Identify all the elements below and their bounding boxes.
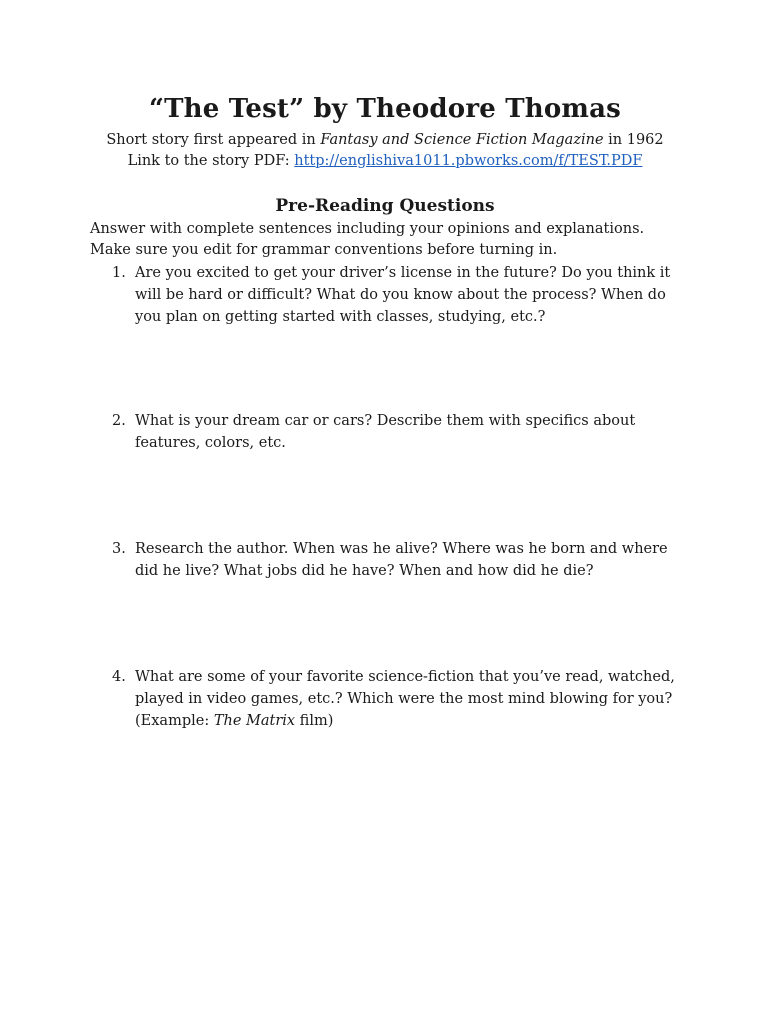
question-text: What is your dream car or cars? Describe them with specifics about features, colors, etc. [135, 413, 636, 451]
question-item [90, 666, 680, 732]
pdf-link-label: Link to the story PDF: [127, 153, 295, 169]
question-item [90, 262, 680, 328]
question-item [90, 538, 680, 582]
question-number: 2. [112, 413, 126, 429]
story-info [90, 130, 680, 172]
publication-prefix: Short story first appeared in [106, 132, 321, 148]
question-list [90, 262, 680, 732]
question-text-start: What are some of your favorite science-fiction that you’ve read, watched, played in video games, etc.? Which were the most mind blowing for you? (Example: [135, 669, 675, 729]
question-text: Are you excited to get your driver’s license in the future? Do you think it will be hard or difficult? What do you know about the process? When do you plan on getting started with classes, studying, etc.? [135, 265, 671, 325]
document-title: “The Test” by Theodore Thomas [148, 94, 622, 124]
story-pdf-link[interactable]: http://englishiva1011.pbworks.com/f/TEST.PDF [294, 153, 643, 169]
instructions-text: Answer with complete sentences including your opinions and explanations. Make sure you edit for grammar conventions before turning in. [90, 221, 645, 258]
question-text: Research the author. When was he alive? Where was he born and where did he live? What jobs did he have? When and how did he die? [135, 541, 668, 579]
publication-name: Fantasy and Science Fiction Magazine [320, 132, 604, 148]
question-text-end: film) [295, 713, 334, 729]
publication-line [90, 130, 680, 151]
question-number: 1. [112, 265, 126, 281]
document-page [90, 92, 680, 732]
example-title: The Matrix [213, 713, 296, 729]
question-item [90, 410, 680, 454]
question-number: 3. [112, 541, 126, 557]
question-number: 4. [112, 669, 126, 685]
pdf-link-line [90, 151, 680, 172]
section-heading: Pre-Reading Questions [275, 196, 495, 216]
publication-suffix: in 1962 [603, 132, 664, 148]
